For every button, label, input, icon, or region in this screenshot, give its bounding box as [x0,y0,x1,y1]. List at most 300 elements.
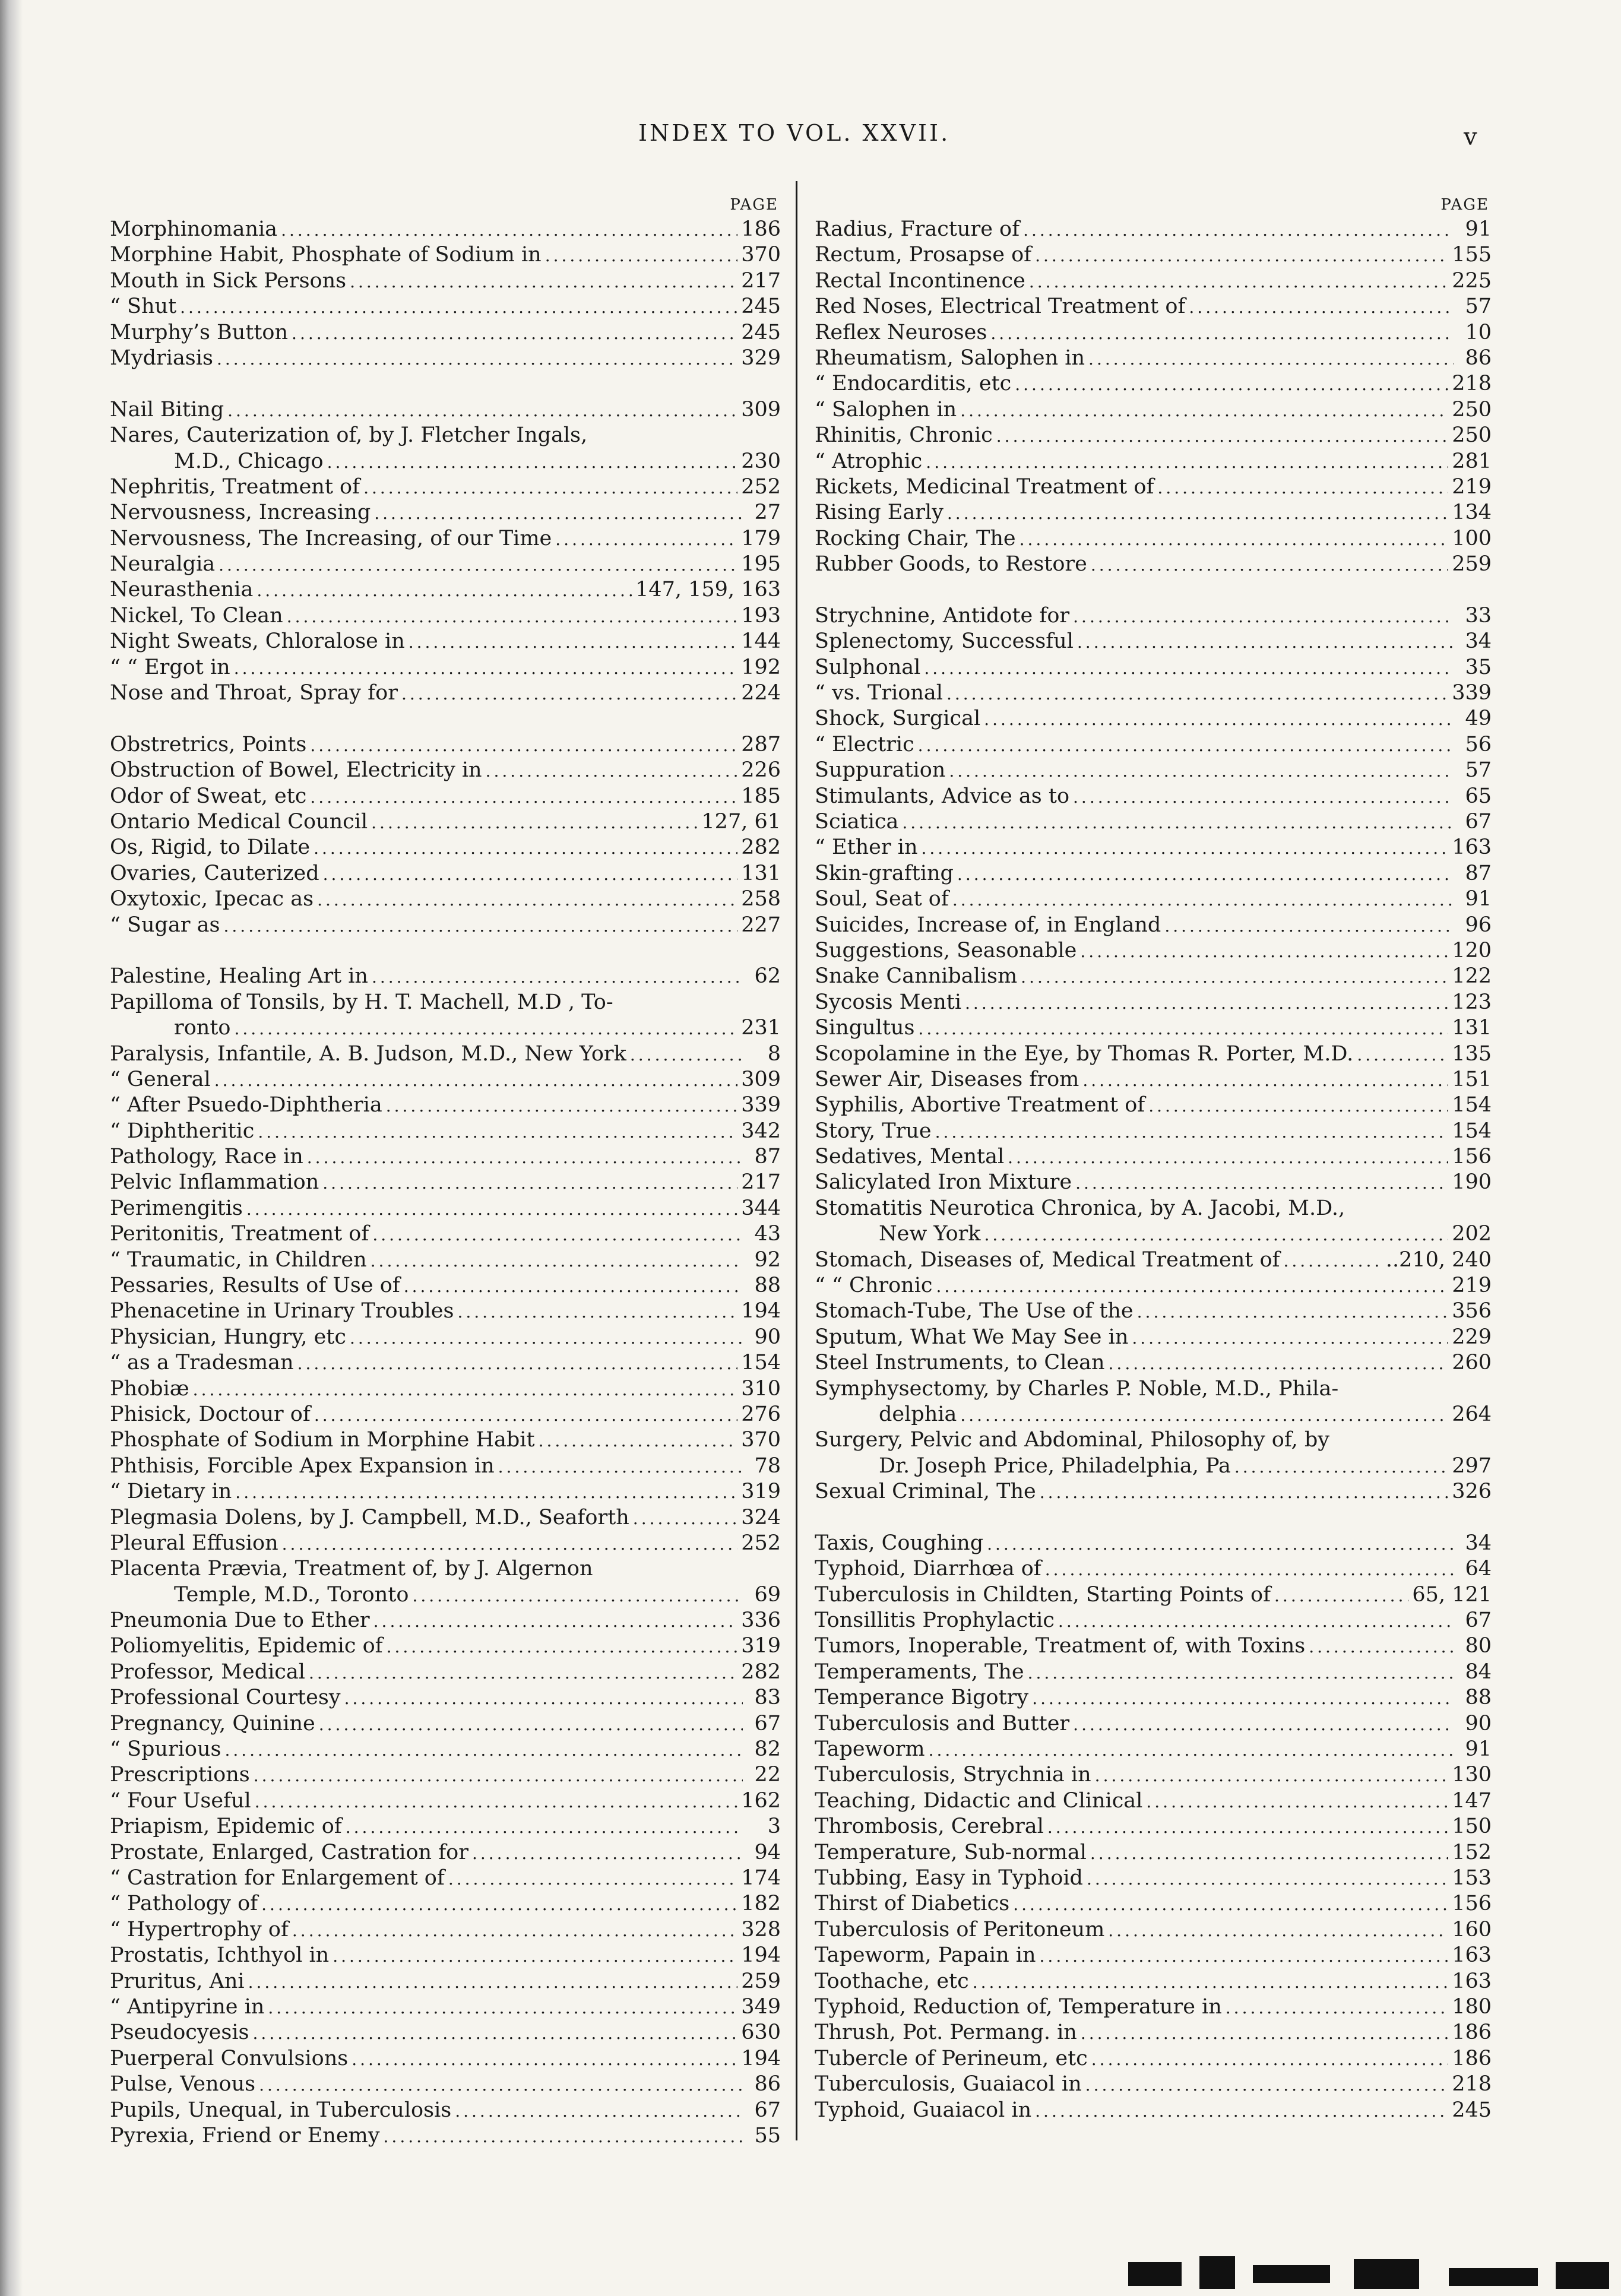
index-entry [815,1325,1492,1350]
index-entry [815,784,1492,809]
entry-text: Rising Early [815,501,944,525]
entry-text: Phenacetine in Urinary Troubles [110,1299,454,1323]
entry-text: Professor, Medical [110,1660,305,1684]
entry-text: Mouth in Sick Persons [110,268,347,293]
dot-leader [1085,2072,1449,2098]
dot-leader [1080,939,1448,964]
entry-text: Peritonitis, Treatment of [110,1222,369,1246]
entry-text: Papilloma of Tonsils, by H. T. Machell, M.D , To- [110,990,613,1014]
dot-leader [1029,269,1448,294]
dot-leader [539,1428,738,1453]
entry-text: Prostatis, Ichthyol in [110,1943,330,1968]
entry-text: Pathology, Race in [110,1145,303,1169]
dot-leader [248,1969,738,1995]
dot-leader [924,655,1454,681]
entry-page: 230 [741,449,781,473]
entry-text: “ Endocarditis, etc [815,372,1012,396]
dot-leader [1132,1325,1448,1351]
entry-text: Thirst of Diabetics [815,1892,1010,1916]
entry-text: Obstretrics, Points [110,732,307,756]
entry-page: ..210, 240 [1385,1247,1492,1272]
entry-text: Paralysis, Infantile, A. B. Judson, M.D., New York [110,1041,626,1066]
index-entry [110,1325,781,1350]
dot-leader [371,810,698,835]
dot-leader [287,604,737,629]
index-entry [815,1582,1492,1608]
index-entry [110,655,781,680]
entry-page: 339 [1452,681,1492,705]
index-column-left [110,193,781,2149]
entry-page: 185 [741,784,781,808]
entry-text: Os, Rigid, to Dilate [110,835,311,860]
index-entry [110,1660,781,1685]
index-entry [815,913,1492,938]
index-entry [815,1453,1492,1479]
entry-page: 88 [754,1274,781,1298]
index-entry [110,1917,781,1943]
entry-text: Rectal Incontinence [815,268,1025,293]
entry-text: “ Sugar as [110,913,220,937]
entry-text: Thrombosis, Cerebral [815,1814,1044,1839]
entry-text: Pessaries, Results of Use of [110,1274,400,1298]
dot-leader [372,1222,743,1247]
index-entry [815,449,1492,474]
index-entry [815,1479,1492,1505]
entry-text: Tubbing, Easy in Typhoid [815,1866,1083,1890]
entry-page: 245 [741,294,781,319]
index-entry [815,1144,1492,1170]
dot-leader [1108,1918,1448,1943]
entry-page: 8 [767,1041,781,1066]
page-column-label: PAGE [730,196,778,214]
index-entry [110,1196,781,1221]
index-entry [815,294,1492,319]
entry-text: Temperature, Sub-normal [815,1840,1087,1864]
dot-leader [387,1634,738,1660]
entry-text: Sputum, What We May See in [815,1325,1129,1349]
entry-page: 49 [1465,707,1492,731]
entry-page: 130 [1452,1763,1492,1787]
index-entry [815,1376,1492,1402]
entry-text: Odor of Sweat, etc [110,784,307,808]
entry-page: 195 [741,552,781,577]
dot-leader [498,1454,743,1480]
dot-leader [996,423,1448,449]
dot-leader [268,1995,737,2021]
index-entry [110,629,781,654]
scan-artifact [1116,2232,1621,2296]
entry-page: 120 [1452,938,1492,962]
index-entry [110,577,781,603]
entry-text: Sycosis Menti [815,990,962,1014]
entry-page: 67 [754,1711,781,1736]
entry-page: 90 [754,1325,781,1349]
index-entry [110,1737,781,1762]
index-entry [815,2020,1492,2045]
entry-text: “ “ Chronic [815,1274,933,1298]
index-entry [815,346,1492,371]
index-entry [110,680,781,706]
dot-leader [952,887,1454,913]
entry-text: Stomach-Tube, The Use of the [815,1299,1134,1323]
entry-page: 344 [741,1196,781,1220]
entry-text: Murphy’s Button [110,320,289,344]
index-entry [815,706,1492,731]
index-entry [110,1943,781,1968]
dot-leader [1035,243,1448,268]
dot-leader [352,2047,737,2072]
dot-leader [1058,1608,1454,1634]
dot-leader [1109,1351,1449,1376]
entry-text: Pleural Effusion [110,1531,278,1555]
index-entry [815,1737,1492,1762]
entry-text: Phosphate of Sodium in Morphine Habit [110,1428,535,1452]
dot-leader [259,2072,743,2098]
index-entries [815,217,1492,2123]
entry-page: 34 [1465,629,1492,654]
entry-text: Tapeworm [815,1737,925,1762]
dot-leader [224,913,738,939]
dot-leader [486,758,738,784]
running-title: INDEX TO VOL. XXVII. [638,120,951,146]
index-entry [110,1273,781,1299]
dot-leader [1021,964,1448,990]
dot-leader [965,990,1448,1016]
index-entry [110,964,781,989]
index-entry [110,2098,781,2123]
entry-page: 135 [1452,1041,1492,1066]
entry-page: 156 [1452,1892,1492,1916]
entry-text: Stomach, Diseases of, Medical Treatment of [815,1247,1280,1272]
dot-leader [234,655,737,681]
entry-page: 309 [741,397,781,422]
dot-leader [1309,1634,1454,1660]
dot-leader [317,887,737,913]
entry-page: 319 [741,1634,781,1658]
entry-text: Nickel, To Clean [110,603,283,628]
dot-leader [1013,1892,1448,1917]
dot-leader [310,784,737,810]
entry-page: 182 [741,1892,781,1916]
dot-leader [936,1274,1449,1299]
index-entry [110,1814,781,1839]
section-spacer [815,1505,1492,1531]
dot-leader [960,1402,1448,1428]
dot-leader [404,1274,743,1299]
entry-page: 127, 61 [701,809,781,834]
entry-text: Pyrexia, Friend or Enemy [110,2123,380,2148]
entry-text: Suggestions, Seasonable [815,938,1077,962]
dot-leader [307,1145,743,1170]
entry-page: 87 [754,1145,781,1169]
entry-text: Mydriasis [110,346,213,370]
entry-page: 250 [1452,397,1492,422]
dot-leader [1081,2021,1448,2046]
index-entry [110,474,781,500]
dot-leader [180,294,737,320]
dot-leader [1091,552,1448,578]
entry-text: Salicylated Iron Mixture [815,1170,1072,1195]
entry-text: Pelvic Inflammation [110,1170,319,1195]
index-entry [110,1119,781,1144]
entry-text: “ Dietary in [110,1480,232,1504]
dot-leader [412,1583,743,1608]
entry-text: Pregnancy, Quinine [110,1711,315,1736]
dot-leader [1008,1145,1448,1170]
entry-text: Singultus [815,1016,915,1040]
index-entry [815,990,1492,1015]
index-entry [815,938,1492,964]
entry-page: 260 [1452,1351,1492,1375]
entry-page: 282 [741,1660,781,1684]
entry-page: 91 [1465,1737,1492,1762]
dot-leader [386,1093,737,1119]
entry-text: Rubber Goods, to Restore [815,552,1087,577]
entry-text: Strychnine, Antidote for [815,603,1070,628]
entry-text: Pneumonia Due to Ether [110,1608,370,1633]
index-entry [110,1994,781,2020]
entry-text: Poliomyelitis, Epidemic of [110,1634,383,1658]
dot-leader [363,475,737,501]
index-entry [110,1350,781,1376]
entry-text: Temple, M.D., Toronto [174,1582,409,1607]
index-entry [110,1788,781,1814]
entry-page: 84 [1465,1660,1492,1684]
dot-leader [292,321,737,346]
dot-leader [630,1042,743,1068]
entry-page: 225 [1452,268,1492,293]
entry-text: Tumors, Inoperable, Treatment of, with Toxins [815,1634,1306,1658]
entry-text: Stomatitis Neurotica Chronica, by A. Jacobi, M.D., [815,1196,1345,1220]
entry-page: 163 [1452,835,1492,860]
dot-leader [1075,1170,1448,1196]
dot-leader [1164,913,1454,939]
entry-page: 309 [741,1067,781,1091]
entry-page: 310 [741,1376,781,1401]
dot-leader [984,1222,1449,1247]
entry-text: “ Electric [815,732,914,756]
dot-leader [235,1480,737,1505]
entry-text: Pulse, Venous [110,2072,256,2097]
entry-page: 82 [754,1737,781,1762]
entry-page: 276 [741,1402,781,1426]
dot-leader [309,1660,737,1686]
index-entry [815,526,1492,552]
entry-page: 218 [1452,2072,1492,2097]
entry-page: 87 [1465,861,1492,885]
entry-text: Nervousness, The Increasing, of our Time [110,526,552,550]
entry-page: 86 [754,2072,781,2097]
index-entry [815,1350,1492,1376]
index-entry [110,732,781,758]
page-column-label: PAGE [1440,196,1489,214]
dot-leader [990,321,1454,346]
entry-text: “ Pathology of [110,1892,258,1916]
entry-page: 65, 121 [1412,1582,1492,1607]
entry-page: 326 [1452,1480,1492,1504]
index-entry [110,217,781,242]
section-spacer [815,577,1492,603]
entry-page: 67 [754,2098,781,2122]
entry-page: 86 [1465,346,1492,370]
index-entry [110,861,781,886]
index-entry [815,2072,1492,2097]
dot-leader [946,681,1448,707]
entry-text: Rocking Chair, The [815,526,1016,550]
entry-text: Nose and Throat, Spray for [110,681,398,705]
entry-text: Phisick, Doctour of [110,1402,311,1426]
index-entry [815,474,1492,500]
entry-text: “ Antipyrine in [110,1994,265,2019]
entry-text: “ Shut [110,294,177,319]
dot-leader [1073,604,1454,629]
entry-text: Rhinitis, Chronic [815,423,993,448]
entry-page: 194 [741,1299,781,1323]
entry-page: 147 [1452,1788,1492,1813]
entry-text: Rectum, Prosapse of [815,243,1032,267]
dot-leader [960,398,1448,423]
index-entry [110,2046,781,2072]
index-entry [815,1866,1492,1891]
entry-page: 10 [1465,320,1492,344]
entry-text: Sedatives, Mental [815,1145,1005,1169]
entry-text: Stimulants, Advice as to [815,784,1070,808]
dot-leader [929,1737,1454,1763]
dot-leader [373,1608,738,1634]
entry-text: Surgery, Pelvic and Abdominal, Philosophy of, by [815,1428,1330,1452]
index-entry [110,1840,781,1866]
entry-page: 202 [1452,1222,1492,1246]
index-entry [815,1427,1492,1453]
entry-page: 154 [1452,1093,1492,1117]
entry-page: 174 [741,1866,781,1890]
scan-edge-shadow [0,0,23,2296]
index-entry [110,1221,781,1247]
index-entry [815,964,1492,989]
entry-text: Nail Biting [110,397,224,422]
index-entry [815,217,1492,242]
index-entry [110,2072,781,2097]
dot-leader [1045,1557,1454,1582]
index-entry [815,397,1492,423]
dot-leader [346,1814,743,1840]
entry-page: 154 [741,1351,781,1375]
index-entry [815,1299,1492,1324]
index-entry [110,500,781,525]
index-entry [110,1531,781,1556]
index-entry [815,1711,1492,1737]
entry-page: 35 [1465,655,1492,679]
entry-page: 96 [1465,913,1492,937]
entry-text: M.D., Chicago [174,449,324,473]
column-divider [796,181,797,2140]
index-entry [815,835,1492,860]
entry-text: ronto [174,1016,231,1040]
entry-page: 92 [754,1247,781,1272]
index-entry [815,1943,1492,1968]
entry-text: Prostate, Enlarged, Castration for [110,1840,468,1864]
entry-page: 370 [741,243,781,267]
dot-leader [193,1377,738,1402]
dot-leader [219,552,737,578]
dot-leader [234,1016,737,1041]
entry-page: 155 [1452,243,1492,267]
index-entry [110,1144,781,1170]
dot-leader [935,1119,1449,1145]
entry-page: 329 [741,346,781,370]
index-entry [110,1247,781,1273]
dot-leader [1234,1454,1448,1480]
dot-leader [1023,217,1454,243]
entry-page: 193 [741,603,781,628]
entry-text: Priapism, Epidemic of [110,1814,342,1839]
index-entry [815,680,1492,706]
index-entry [110,1633,781,1659]
entry-text: Palestine, Healing Art in [110,964,368,989]
dot-leader [1189,294,1454,320]
index-entry [110,2123,781,2149]
dot-leader [319,1712,743,1737]
dot-leader [310,733,737,758]
index-entry [815,732,1492,758]
index-entry [110,1015,781,1041]
entry-text: Toothache, etc [815,1969,969,1993]
entry-page: 194 [741,2046,781,2070]
index-entry [815,886,1492,912]
entry-text: Dr. Joseph Price, Philadelphia, Pa [879,1453,1231,1478]
dot-leader [217,346,737,372]
dot-leader [257,578,632,603]
entry-page: 67 [1465,1608,1492,1633]
index-entry [110,1685,781,1711]
entry-text: Radius, Fracture of [815,217,1020,241]
entry-text: Scopolamine in the Eye, by Thomas R. Porter, M.D. [815,1041,1354,1066]
dot-leader [472,1841,743,1866]
index-entry [110,1092,781,1118]
entry-text: Sulphonal [815,655,921,679]
entry-text: “ “ Ergot in [110,655,230,679]
entry-text: Sciatica [815,809,899,834]
entry-page: 194 [741,1943,781,1968]
index-entry [110,1453,781,1479]
dot-leader [1226,1995,1448,2021]
entry-page: 64 [1465,1557,1492,1581]
entry-text: Thrush, Pot. Permang. in [815,2021,1077,2045]
index-entries [110,217,781,2149]
entry-text: “ Salophen in [815,397,957,422]
entry-page: 356 [1452,1299,1492,1323]
dot-leader [1040,1480,1448,1505]
entry-text: Teaching, Didactic and Clinical [815,1788,1143,1813]
entry-page: 154 [1452,1119,1492,1143]
entry-page: 78 [754,1453,781,1478]
dot-leader [1040,1943,1449,1969]
entry-text: Reflex Neuroses [815,320,987,344]
entry-page: 281 [1452,449,1492,473]
index-entry [815,1092,1492,1118]
entry-text: Puerperal Convulsions [110,2046,349,2070]
index-entry [110,1067,781,1092]
entry-page: 134 [1452,501,1492,525]
index-entry [815,758,1492,783]
entry-text: “ After Psuedo-Diphtheria [110,1093,382,1117]
dot-leader [1015,372,1448,397]
dot-leader [545,243,737,268]
entry-page: 186 [1452,2046,1492,2070]
entry-page: 90 [1465,1711,1492,1736]
index-entry [815,603,1492,629]
entry-page: 180 [1452,1994,1492,2019]
